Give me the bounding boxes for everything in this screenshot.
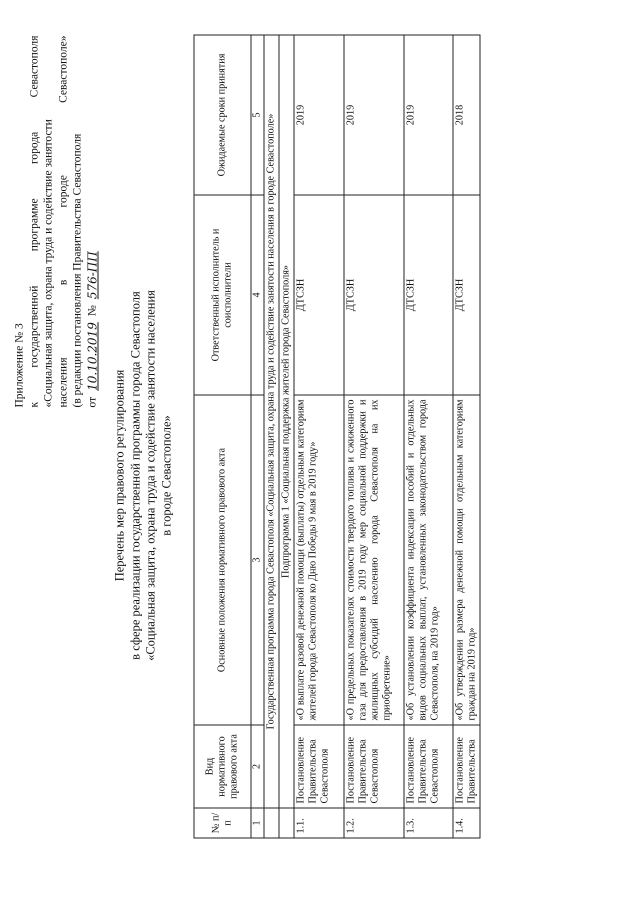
row-act-type: Постановление Правительства: [453, 725, 480, 808]
appendix-program-name: «Социальная защита, охрана труда и содействие занятости: [42, 119, 57, 407]
table-row: [344, 35, 404, 838]
appendix-edition-note: (в редакции постановления Правительства Севастополя: [71, 134, 86, 408]
regulation-table: [194, 35, 481, 839]
appendix-line-4: [56, 36, 71, 408]
document-title: [113, 196, 175, 756]
title-line: в сфере реализации государственной программы города Севастополя: [128, 196, 144, 756]
column-number: 3: [251, 395, 264, 725]
resolution-date: 10.10.2019: [85, 322, 100, 391]
appendix-word: Севастополя: [27, 36, 42, 98]
row-content: «О предельных показателях стоимости твердого топлива и сжиженного газа для предоставления в 2019 году мер социальной поддержки и жилищных субсидий населению города Севастополя на их приобретение»: [344, 395, 404, 725]
header-act-type: Вид нормативного правового акта: [194, 725, 251, 808]
appendix-line-3: [42, 36, 57, 408]
row-content: «Об утверждении размера денежной помощи отдельным категориям граждан на 2019 год»: [453, 395, 480, 725]
row-executor: ДТСЗН: [453, 195, 480, 395]
appendix-word: в: [56, 280, 71, 285]
appendix-number: [13, 36, 28, 408]
appendix-word: программе: [27, 198, 42, 251]
appendix-word: к: [27, 402, 42, 408]
table-row: [294, 35, 344, 838]
appendix-from: от: [85, 397, 100, 408]
header-deadline: Ожидаемые сроки принятия: [194, 35, 251, 195]
subprogram-row: [279, 35, 294, 838]
program-row: [264, 35, 279, 838]
row-executor: ДТСЗН: [404, 195, 453, 395]
appendix-word: государственной: [27, 286, 42, 368]
appendix-word: городе: [56, 175, 71, 207]
column-number: 5: [251, 35, 264, 195]
row-act-type: Постановление Правительства Севастополя: [344, 725, 404, 808]
appendix-line-5: [71, 36, 86, 408]
column-number-row: [251, 35, 264, 838]
header-content: Основные положения нормативного правового акта: [194, 395, 251, 725]
column-number: 1: [251, 808, 264, 838]
appendix-header: [13, 36, 100, 408]
column-number: 2: [251, 725, 264, 808]
row-act-type: Постановление Правительства Севастополя: [294, 725, 344, 808]
header-number: № п/п: [194, 808, 251, 838]
row-number: 1.1.: [294, 808, 344, 838]
header-executor: Ответственный исполнитель и соисполнители: [194, 195, 251, 395]
table-row: [404, 35, 453, 838]
row-deadline: 2019: [344, 35, 404, 195]
appendix-line-6: [85, 36, 100, 408]
subprogram-empty-cell: [279, 808, 294, 838]
resolution-number: 576-ПП: [85, 251, 100, 299]
row-number: 1.2.: [344, 808, 404, 838]
title-line: Перечень мер правового регулирования: [113, 196, 129, 756]
row-number: 1.4.: [453, 808, 480, 838]
table-header-row: [194, 35, 251, 838]
subprogram-title: Подпрограмма 1 «Социальная поддержка жителей города Севастополя»: [279, 35, 294, 808]
row-executor: ДТСЗН: [344, 195, 404, 395]
program-empty-cell: [264, 808, 279, 838]
column-number: 4: [251, 195, 264, 395]
row-content: «О выплате разовой денежной помощи (выплаты) отдельным категориям жителей города Севастополя ко Дню Победы 9 мая в 2019 году»: [294, 395, 344, 725]
appendix-word: населения: [56, 357, 71, 407]
appendix-line-2: [27, 36, 42, 408]
row-deadline: 2019: [404, 35, 453, 195]
row-number: 1.3.: [404, 808, 453, 838]
title-line: «Социальная защита, охрана труда и содействие занятости населения: [144, 196, 160, 756]
row-deadline: 2019: [294, 35, 344, 195]
program-title: Государственная программа города Севастополя «Социальная защита, охрана труда и содействие занятости населения в городе Севастополе»: [264, 35, 279, 808]
row-executor: ДТСЗН: [294, 195, 344, 395]
title-line: в городе Севастополе»: [159, 196, 175, 756]
row-deadline: 2018: [453, 35, 480, 195]
appendix-number-sign: №: [85, 305, 100, 316]
appendix-number-text: Приложение № 3: [13, 323, 28, 407]
appendix-word: города: [27, 132, 42, 164]
table-row: [453, 35, 480, 838]
document-page: [1, 1, 640, 906]
row-act-type: Постановление Правительства Севастополя: [404, 725, 453, 808]
appendix-word: Севастополе»: [56, 36, 71, 103]
row-content: «Об установлении коэффициента индексации пособий и отдельных видов социальных выплат, установленных законодательством города Севастополя, на 2019 год»: [404, 395, 453, 725]
